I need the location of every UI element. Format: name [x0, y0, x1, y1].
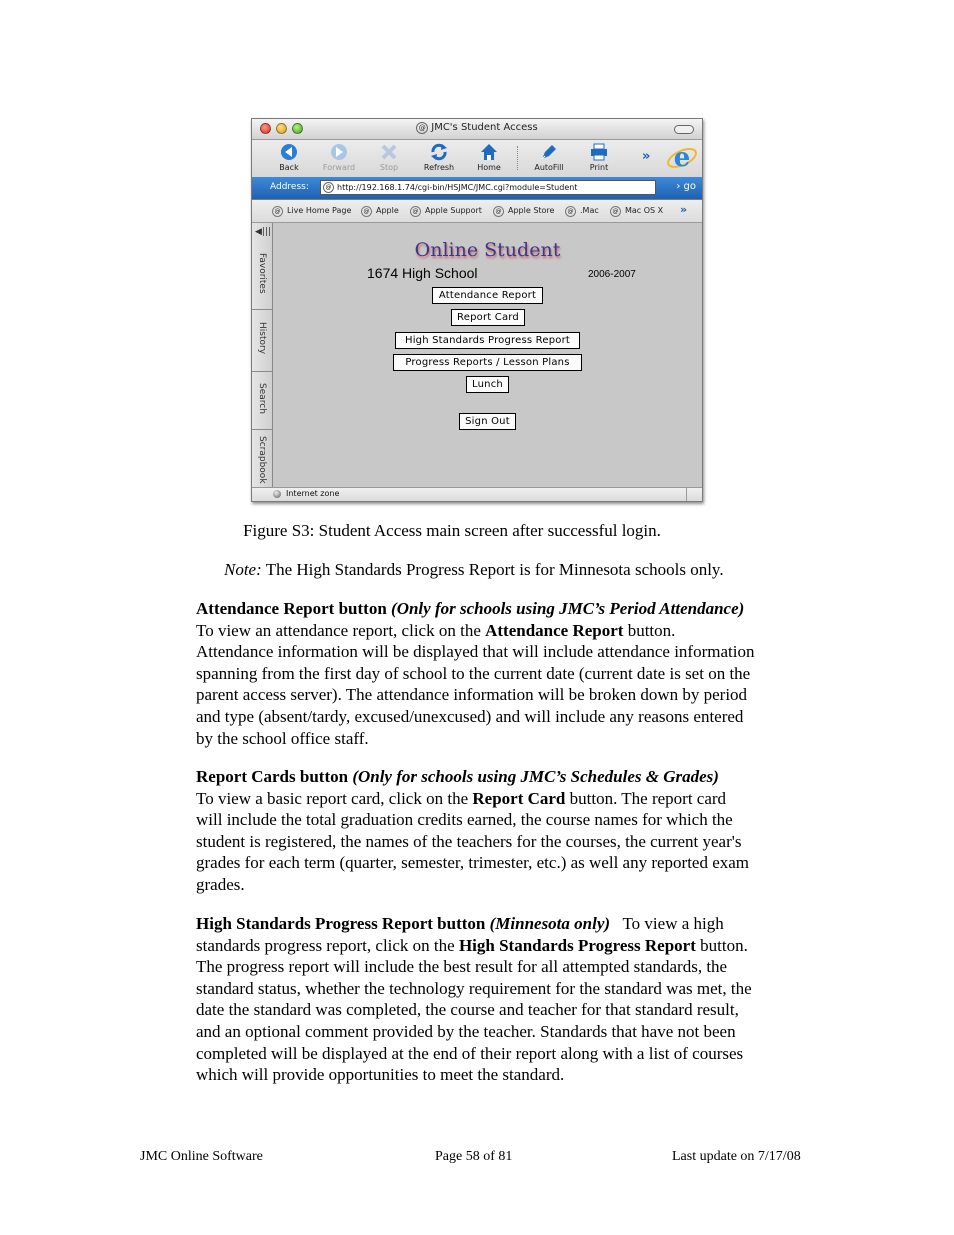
paragraph-line: grades for each term (quarter, semester, trimester, etc.) as well any reported exam — [196, 853, 750, 873]
at-sign-icon: @ — [416, 122, 428, 134]
paragraph-line: parent access server). The attendance information will be broken down by period — [196, 685, 748, 705]
paragraph-line: and type (absent/tardy, excused/unexcused) and will include any reasons entered — [196, 706, 744, 726]
footer-page-number: Page 58 of 81 — [435, 1149, 513, 1164]
favorite-link[interactable]: @ Mac OS X — [610, 206, 663, 217]
paragraph-line: will include the total graduation credits earned, the course names for which the — [196, 810, 733, 830]
sidebar-tab-favorites[interactable]: Favorites — [257, 252, 267, 294]
page-content — [273, 223, 702, 487]
favorite-link[interactable]: @ .Mac — [565, 206, 599, 217]
at-sign-icon: @ — [361, 206, 372, 217]
figure-caption: Figure S3: Student Access main screen after successful login. — [243, 521, 661, 540]
paragraph-line: grades. — [196, 874, 245, 894]
paragraph-line: spanning from the first day of school to the current date (current date is set on the — [196, 663, 751, 683]
report-card-button[interactable]: Report Card — [451, 309, 525, 326]
go-button[interactable]: › go — [676, 181, 696, 192]
status-text: Internet zone — [286, 489, 340, 498]
paragraph-line: Attendance information will be displayed that will include attendance information — [196, 642, 755, 662]
paragraph-line: standards progress report, click on the High Standards Progress Report button. — [196, 935, 748, 955]
toolbar-divider — [517, 146, 518, 170]
paragraph-line: completed will be displayed at the end of their report along with a list of courses — [196, 1043, 744, 1063]
favorite-link[interactable]: @ Live Home Page — [272, 206, 351, 217]
print-button[interactable]: Print — [576, 142, 622, 172]
stop-button[interactable]: Stop — [366, 142, 412, 172]
autofill-button[interactable]: AutoFill — [526, 142, 572, 172]
at-sign-icon: @ — [565, 206, 576, 217]
autofill-pen-icon — [539, 142, 559, 162]
address-label: Address: — [270, 182, 309, 192]
sidebar-tab-history[interactable]: History — [257, 321, 267, 355]
url-text: http://192.168.1.74/cgi-bin/HSJMC/JMC.cgi?module=Student — [337, 183, 578, 192]
paragraph-line: To view a basic report card, click on the Report Card button. The report card — [196, 788, 727, 808]
forward-button[interactable]: Forward — [316, 142, 362, 172]
section-heading: High Standards Progress Report button (Minnesota only) To view a high — [196, 914, 724, 933]
favorite-link[interactable]: @ Apple Store — [493, 206, 554, 217]
high-standards-section — [196, 913, 816, 1086]
sign-out-button[interactable]: Sign Out — [459, 413, 516, 430]
progress-reports-lesson-plans-button[interactable]: Progress Reports / Lesson Plans — [393, 354, 582, 371]
home-icon — [479, 142, 499, 162]
refresh-icon — [429, 142, 449, 162]
url-field[interactable] — [320, 180, 656, 195]
paragraph-line: by the school office staff. — [196, 728, 369, 748]
paragraph-line: date the standard was completed, the course and teacher for that standard result, — [196, 1000, 739, 1020]
at-sign-icon: @ — [410, 206, 421, 217]
sidebar-divider — [252, 371, 272, 372]
sidebar-tab-search[interactable]: Search — [257, 382, 267, 414]
address-bar — [252, 177, 702, 200]
at-sign-icon: @ — [493, 206, 504, 217]
refresh-button[interactable]: Refresh — [416, 142, 462, 172]
favorites-overflow-icon[interactable]: » — [680, 203, 688, 216]
sidebar-divider — [252, 309, 272, 310]
attendance-report-button[interactable]: Attendance Report — [432, 287, 543, 304]
status-divider — [686, 488, 687, 502]
back-button[interactable]: Back — [266, 142, 312, 172]
internet-explorer-logo-icon — [666, 142, 698, 174]
title-bar — [252, 119, 702, 140]
lunch-button[interactable]: Lunch — [466, 376, 509, 393]
printer-icon — [589, 142, 609, 162]
at-sign-icon: @ — [323, 182, 334, 193]
favorite-link[interactable]: @ Apple Support — [410, 206, 482, 217]
forward-arrow-icon — [329, 142, 349, 162]
explorer-sidebar — [252, 223, 273, 487]
at-sign-icon: @ — [610, 206, 621, 217]
paragraph-line: standard status, whether the technology requirement for the standard was met, the — [196, 978, 752, 998]
section-heading: Attendance Report button (Only for schools using JMC’s Period Attendance) — [196, 599, 745, 618]
toolbar-toggle-icon[interactable] — [674, 125, 694, 134]
section-heading: Report Cards button (Only for schools using JMC’s Schedules & Grades) — [196, 767, 719, 786]
sidebar-divider — [252, 429, 272, 430]
attendance-section — [196, 598, 816, 749]
stop-x-icon — [379, 142, 399, 162]
favorites-bar — [252, 200, 702, 223]
online-student-logo: Online Student — [414, 239, 561, 261]
high-standards-progress-report-button[interactable]: High Standards Progress Report — [395, 332, 580, 349]
back-arrow-icon — [279, 142, 299, 162]
home-button[interactable]: Home — [466, 142, 512, 172]
footer-last-update: Last update on 7/17/08 — [672, 1149, 801, 1164]
globe-icon — [273, 490, 281, 498]
report-cards-section — [196, 766, 816, 896]
browser-toolbar — [252, 140, 702, 178]
footer-left: JMC Online Software — [140, 1149, 263, 1164]
window-title: @ JMC's Student Access — [252, 122, 702, 134]
svg-text:e: e — [673, 143, 691, 173]
status-bar — [252, 487, 702, 502]
sidebar-toggle-icon[interactable]: ◀||| — [255, 227, 272, 237]
at-sign-icon: @ — [272, 206, 283, 217]
favorite-link[interactable]: @ Apple — [361, 206, 399, 217]
paragraph-line: and an optional comment provided by the teacher. Standards that have not been — [196, 1021, 736, 1041]
paragraph-line: student is registered, the names of the teachers for the courses, the current year's — [196, 831, 742, 851]
browser-window-screenshot — [251, 118, 703, 502]
paragraph-line: To view an attendance report, click on the Attendance Report button. — [196, 620, 676, 640]
sidebar-tab-scrapbook[interactable]: Scrapbook — [257, 436, 267, 484]
note: Note: The High Standards Progress Report is for Minnesota schools only. — [224, 560, 724, 579]
school-year: 2006-2007 — [588, 269, 636, 280]
paragraph-line: which will provide opportunities to meet the standard. — [196, 1065, 565, 1085]
toolbar-overflow-icon[interactable]: » — [642, 149, 651, 164]
school-name: 1674 High School — [367, 265, 478, 281]
paragraph-line: The progress report will include the best result for all attempted standards, the — [196, 957, 728, 977]
